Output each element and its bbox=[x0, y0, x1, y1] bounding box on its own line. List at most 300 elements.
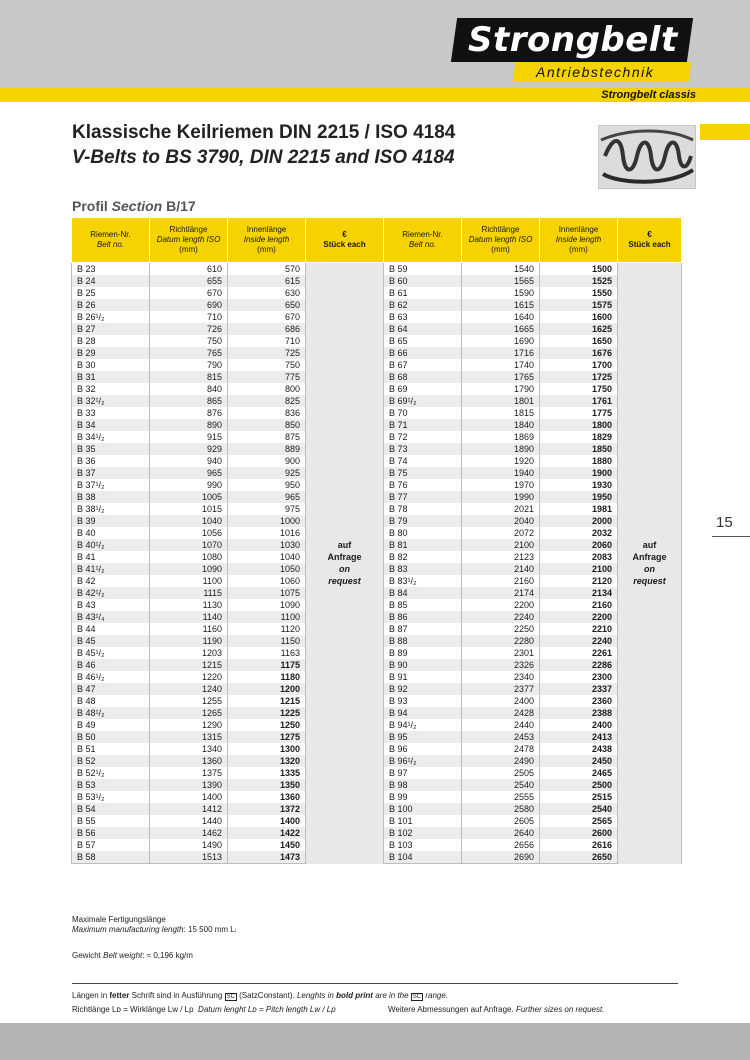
cell-inside-length: 2360 bbox=[540, 695, 618, 707]
cell-price-on-request: auf Anfrage on request bbox=[306, 263, 384, 864]
cell-inside-length: 2286 bbox=[540, 659, 618, 671]
table-header-row bbox=[72, 218, 682, 263]
cell-belt-no: B 104 bbox=[384, 851, 462, 864]
cell-datum-length: 1590 bbox=[462, 287, 540, 299]
cell-belt-no: B 81 bbox=[384, 539, 462, 551]
cell-datum-length: 2021 bbox=[462, 503, 540, 515]
cell-datum-length: 2326 bbox=[462, 659, 540, 671]
cell-inside-length: 1450 bbox=[228, 839, 306, 851]
page-number: 15 bbox=[716, 514, 733, 531]
cell-inside-length: 1120 bbox=[228, 623, 306, 635]
cell-inside-length: 2032 bbox=[540, 527, 618, 539]
cell-datum-length: 1815 bbox=[462, 407, 540, 419]
cell-inside-length: 1360 bbox=[228, 791, 306, 803]
header-inside-length: Innenlänge Inside length (mm) bbox=[228, 218, 306, 263]
cell-inside-length: 570 bbox=[228, 263, 306, 276]
cell-belt-no: B 96 bbox=[384, 743, 462, 755]
cell-inside-length: 836 bbox=[228, 407, 306, 419]
cell-datum-length: 965 bbox=[150, 467, 228, 479]
cell-datum-length: 1215 bbox=[150, 659, 228, 671]
cell-datum-length: 1315 bbox=[150, 731, 228, 743]
cell-inside-length: 686 bbox=[228, 323, 306, 335]
cell-inside-length: 1550 bbox=[540, 287, 618, 299]
cell-datum-length: 690 bbox=[150, 299, 228, 311]
cell-datum-length: 750 bbox=[150, 335, 228, 347]
cell-inside-length: 800 bbox=[228, 383, 306, 395]
cell-datum-length: 990 bbox=[150, 479, 228, 491]
cell-inside-length: 2261 bbox=[540, 647, 618, 659]
cell-belt-no: B 93 bbox=[384, 695, 462, 707]
cell-datum-length: 1490 bbox=[150, 839, 228, 851]
cell-datum-length: 1540 bbox=[462, 263, 540, 276]
cell-belt-no: B 26 bbox=[72, 299, 150, 311]
cell-belt-no: B 51 bbox=[72, 743, 150, 755]
cell-inside-length: 1000 bbox=[228, 515, 306, 527]
cell-datum-length: 1080 bbox=[150, 551, 228, 563]
cell-belt-no: B 92 bbox=[384, 683, 462, 695]
cell-inside-length: 1700 bbox=[540, 359, 618, 371]
cell-inside-length: 2300 bbox=[540, 671, 618, 683]
cell-belt-no: B 27 bbox=[72, 323, 150, 335]
cell-inside-length: 2438 bbox=[540, 743, 618, 755]
cell-datum-length: 2123 bbox=[462, 551, 540, 563]
cell-datum-length: 2340 bbox=[462, 671, 540, 683]
cell-datum-length: 2453 bbox=[462, 731, 540, 743]
cell-datum-length: 726 bbox=[150, 323, 228, 335]
cell-belt-no: B 86 bbox=[384, 611, 462, 623]
cell-belt-no: B 76 bbox=[384, 479, 462, 491]
cell-belt-no: B 61 bbox=[384, 287, 462, 299]
cell-inside-length: 975 bbox=[228, 503, 306, 515]
cell-inside-length: 1950 bbox=[540, 491, 618, 503]
cell-datum-length: 2656 bbox=[462, 839, 540, 851]
cell-belt-no: B 43¹/₄ bbox=[72, 611, 150, 623]
cell-datum-length: 840 bbox=[150, 383, 228, 395]
cell-datum-length: 1940 bbox=[462, 467, 540, 479]
cell-inside-length: 1829 bbox=[540, 431, 618, 443]
cell-inside-length: 650 bbox=[228, 299, 306, 311]
cell-datum-length: 1360 bbox=[150, 755, 228, 767]
cell-inside-length: 1473 bbox=[228, 851, 306, 864]
cell-inside-length: 1775 bbox=[540, 407, 618, 419]
cell-belt-no: B 60 bbox=[384, 275, 462, 287]
cell-inside-length: 2337 bbox=[540, 683, 618, 695]
section-title: Profil Section B/17 bbox=[72, 198, 196, 214]
cell-belt-no: B 102 bbox=[384, 827, 462, 839]
cell-inside-length: 1761 bbox=[540, 395, 618, 407]
cell-inside-length: 725 bbox=[228, 347, 306, 359]
cell-inside-length: 670 bbox=[228, 311, 306, 323]
cell-inside-length: 875 bbox=[228, 431, 306, 443]
cell-belt-no: B 29 bbox=[72, 347, 150, 359]
cell-datum-length: 2440 bbox=[462, 719, 540, 731]
cell-belt-no: B 40 bbox=[72, 527, 150, 539]
cell-datum-length: 2100 bbox=[462, 539, 540, 551]
cell-datum-length: 865 bbox=[150, 395, 228, 407]
cell-inside-length: 1800 bbox=[540, 419, 618, 431]
cell-belt-no: B 28 bbox=[72, 335, 150, 347]
cell-inside-length: 825 bbox=[228, 395, 306, 407]
cell-inside-length: 2465 bbox=[540, 767, 618, 779]
cell-datum-length: 1970 bbox=[462, 479, 540, 491]
cell-datum-length: 1440 bbox=[150, 815, 228, 827]
header-belt-no: Riemen-Nr. Belt no. bbox=[384, 218, 462, 263]
cell-belt-no: B 70 bbox=[384, 407, 462, 419]
cell-datum-length: 2160 bbox=[462, 575, 540, 587]
cell-datum-length: 2605 bbox=[462, 815, 540, 827]
cell-inside-length: 775 bbox=[228, 371, 306, 383]
cell-price-on-request: auf Anfrage on request bbox=[618, 263, 682, 864]
cell-inside-length: 965 bbox=[228, 491, 306, 503]
cell-inside-length: 1650 bbox=[540, 335, 618, 347]
cell-belt-no: B 77 bbox=[384, 491, 462, 503]
cell-datum-length: 1513 bbox=[150, 851, 228, 864]
cell-inside-length: 1030 bbox=[228, 539, 306, 551]
bold-print-note: Längen in fetter Schrift sind in Ausführung SC (SatzConstant). Lenghts in bold print are in the SC range. bbox=[72, 991, 449, 1000]
cell-belt-no: B 73 bbox=[384, 443, 462, 455]
cell-belt-no: B 100 bbox=[384, 803, 462, 815]
cell-belt-no: B 42¹/₂ bbox=[72, 587, 150, 599]
cell-belt-no: B 39 bbox=[72, 515, 150, 527]
cell-belt-no: B 45 bbox=[72, 635, 150, 647]
cell-inside-length: 2210 bbox=[540, 623, 618, 635]
cell-inside-length: 2400 bbox=[540, 719, 618, 731]
cell-belt-no: B 31 bbox=[72, 371, 150, 383]
cell-datum-length: 1100 bbox=[150, 575, 228, 587]
cell-datum-length: 1056 bbox=[150, 527, 228, 539]
sc-icon: SC bbox=[226, 994, 235, 1000]
cell-datum-length: 2540 bbox=[462, 779, 540, 791]
cell-inside-length: 2616 bbox=[540, 839, 618, 851]
cell-datum-length: 1015 bbox=[150, 503, 228, 515]
cell-belt-no: B 84 bbox=[384, 587, 462, 599]
cell-datum-length: 940 bbox=[150, 455, 228, 467]
cell-inside-length: 1575 bbox=[540, 299, 618, 311]
cell-datum-length: 1462 bbox=[150, 827, 228, 839]
cell-belt-no: B 48¹/₂ bbox=[72, 707, 150, 719]
cell-belt-no: B 52¹/₂ bbox=[72, 767, 150, 779]
cell-belt-no: B 65 bbox=[384, 335, 462, 347]
cell-belt-no: B 37¹/₂ bbox=[72, 479, 150, 491]
cell-datum-length: 815 bbox=[150, 371, 228, 383]
cell-datum-length: 915 bbox=[150, 431, 228, 443]
cell-belt-no: B 85 bbox=[384, 599, 462, 611]
cell-datum-length: 1740 bbox=[462, 359, 540, 371]
cell-inside-length: 1016 bbox=[228, 527, 306, 539]
cell-inside-length: 2060 bbox=[540, 539, 618, 551]
cell-belt-no: B 89 bbox=[384, 647, 462, 659]
cell-belt-no: B 54 bbox=[72, 803, 150, 815]
cell-belt-no: B 45¹/₂ bbox=[72, 647, 150, 659]
cell-belt-no: B 103 bbox=[384, 839, 462, 851]
cell-datum-length: 1990 bbox=[462, 491, 540, 503]
cell-inside-length: 2540 bbox=[540, 803, 618, 815]
cell-datum-length: 1412 bbox=[150, 803, 228, 815]
cell-belt-no: B 32 bbox=[72, 383, 150, 395]
cell-inside-length: 1850 bbox=[540, 443, 618, 455]
cell-datum-length: 2072 bbox=[462, 527, 540, 539]
cell-belt-no: B 64 bbox=[384, 323, 462, 335]
cell-belt-no: B 44 bbox=[72, 623, 150, 635]
strongbelt-logo bbox=[454, 18, 690, 84]
cell-inside-length: 1050 bbox=[228, 563, 306, 575]
cell-inside-length: 1625 bbox=[540, 323, 618, 335]
cell-belt-no: B 59 bbox=[384, 263, 462, 276]
cell-belt-no: B 62 bbox=[384, 299, 462, 311]
cell-datum-length: 1240 bbox=[150, 683, 228, 695]
cell-belt-no: B 49 bbox=[72, 719, 150, 731]
cell-datum-length: 2478 bbox=[462, 743, 540, 755]
cell-datum-length: 1801 bbox=[462, 395, 540, 407]
cell-datum-length: 1070 bbox=[150, 539, 228, 551]
header-belt-no: Riemen-Nr. Belt no. bbox=[72, 218, 150, 263]
cell-datum-length: 1340 bbox=[150, 743, 228, 755]
cell-inside-length: 710 bbox=[228, 335, 306, 347]
cell-belt-no: B 58 bbox=[72, 851, 150, 864]
cell-datum-length: 710 bbox=[150, 311, 228, 323]
cell-datum-length: 1840 bbox=[462, 419, 540, 431]
cell-inside-length: 1075 bbox=[228, 587, 306, 599]
cell-inside-length: 750 bbox=[228, 359, 306, 371]
cell-inside-length: 2388 bbox=[540, 707, 618, 719]
cell-datum-length: 1390 bbox=[150, 779, 228, 791]
cell-belt-no: B 82 bbox=[384, 551, 462, 563]
cell-belt-no: B 75 bbox=[384, 467, 462, 479]
cell-datum-length: 1920 bbox=[462, 455, 540, 467]
cell-inside-length: 2134 bbox=[540, 587, 618, 599]
footer-band bbox=[0, 1023, 750, 1060]
cell-datum-length: 1615 bbox=[462, 299, 540, 311]
cell-belt-no: B 34 bbox=[72, 419, 150, 431]
header-datum-length: Richtlänge Datum length ISO (mm) bbox=[462, 218, 540, 263]
cell-belt-no: B 83 bbox=[384, 563, 462, 575]
cell-inside-length: 1090 bbox=[228, 599, 306, 611]
cell-belt-no: B 72 bbox=[384, 431, 462, 443]
cell-datum-length: 1203 bbox=[150, 647, 228, 659]
cell-belt-no: B 40¹/₂ bbox=[72, 539, 150, 551]
cell-inside-length: 889 bbox=[228, 443, 306, 455]
cell-belt-no: B 43 bbox=[72, 599, 150, 611]
cell-inside-length: 1981 bbox=[540, 503, 618, 515]
cell-belt-no: B 42 bbox=[72, 575, 150, 587]
cell-inside-length: 2515 bbox=[540, 791, 618, 803]
cell-datum-length: 2301 bbox=[462, 647, 540, 659]
cell-inside-length: 1200 bbox=[228, 683, 306, 695]
cell-datum-length: 1005 bbox=[150, 491, 228, 503]
cell-datum-length: 1665 bbox=[462, 323, 540, 335]
cell-datum-length: 1160 bbox=[150, 623, 228, 635]
cell-datum-length: 1869 bbox=[462, 431, 540, 443]
cell-belt-no: B 98 bbox=[384, 779, 462, 791]
cell-datum-length: 1220 bbox=[150, 671, 228, 683]
cell-inside-length: 1225 bbox=[228, 707, 306, 719]
cell-belt-no: B 97 bbox=[384, 767, 462, 779]
cell-belt-no: B 101 bbox=[384, 815, 462, 827]
cell-belt-no: B 87 bbox=[384, 623, 462, 635]
cell-datum-length: 890 bbox=[150, 419, 228, 431]
cell-datum-length: 1115 bbox=[150, 587, 228, 599]
cell-inside-length: 2100 bbox=[540, 563, 618, 575]
footer-divider bbox=[72, 983, 678, 984]
cell-inside-length: 1320 bbox=[228, 755, 306, 767]
cell-inside-length: 615 bbox=[228, 275, 306, 287]
max-length-note: Maximale Fertigungslänge Maximum manufacturing length: 15 500 mm Lᵢ bbox=[72, 915, 237, 934]
cell-datum-length: 2400 bbox=[462, 695, 540, 707]
page-title-en: V-Belts to BS 3790, DIN 2215 and ISO 4184 bbox=[72, 147, 455, 168]
cell-belt-no: B 32¹/₂ bbox=[72, 395, 150, 407]
cell-belt-no: B 94¹/₂ bbox=[384, 719, 462, 731]
cell-inside-length: 1175 bbox=[228, 659, 306, 671]
cell-belt-no: B 25 bbox=[72, 287, 150, 299]
cell-belt-no: B 71 bbox=[384, 419, 462, 431]
cell-datum-length: 670 bbox=[150, 287, 228, 299]
cell-datum-length: 2240 bbox=[462, 611, 540, 623]
cell-inside-length: 2120 bbox=[540, 575, 618, 587]
cell-inside-length: 2450 bbox=[540, 755, 618, 767]
cell-belt-no: B 48 bbox=[72, 695, 150, 707]
cell-datum-length: 765 bbox=[150, 347, 228, 359]
cell-datum-length: 1890 bbox=[462, 443, 540, 455]
cell-belt-no: B 38 bbox=[72, 491, 150, 503]
cell-inside-length: 630 bbox=[228, 287, 306, 299]
cell-datum-length: 1130 bbox=[150, 599, 228, 611]
cell-belt-no: B 36 bbox=[72, 455, 150, 467]
cell-datum-length: 2505 bbox=[462, 767, 540, 779]
cell-datum-length: 2580 bbox=[462, 803, 540, 815]
cell-inside-length: 2240 bbox=[540, 635, 618, 647]
cell-inside-length: 1100 bbox=[228, 611, 306, 623]
cell-datum-length: 790 bbox=[150, 359, 228, 371]
cell-inside-length: 1930 bbox=[540, 479, 618, 491]
cell-belt-no: B 37 bbox=[72, 467, 150, 479]
cell-belt-no: B 69¹/₂ bbox=[384, 395, 462, 407]
cell-inside-length: 2565 bbox=[540, 815, 618, 827]
cell-datum-length: 2040 bbox=[462, 515, 540, 527]
sc-icon: SC bbox=[412, 994, 422, 1000]
cell-inside-length: 950 bbox=[228, 479, 306, 491]
cell-inside-length: 1525 bbox=[540, 275, 618, 287]
cell-inside-length: 1040 bbox=[228, 551, 306, 563]
belt-product-image bbox=[598, 125, 696, 189]
cell-inside-length: 1676 bbox=[540, 347, 618, 359]
cell-inside-length: 1600 bbox=[540, 311, 618, 323]
cell-datum-length: 2200 bbox=[462, 599, 540, 611]
cell-datum-length: 2428 bbox=[462, 707, 540, 719]
cell-inside-length: 2500 bbox=[540, 779, 618, 791]
cell-belt-no: B 34¹/₂ bbox=[72, 431, 150, 443]
cell-belt-no: B 38¹/₂ bbox=[72, 503, 150, 515]
cell-belt-no: B 46¹/₂ bbox=[72, 671, 150, 683]
cell-datum-length: 1790 bbox=[462, 383, 540, 395]
cell-inside-length: 1372 bbox=[228, 803, 306, 815]
cell-inside-length: 1750 bbox=[540, 383, 618, 395]
cell-datum-length: 1690 bbox=[462, 335, 540, 347]
cell-datum-length: 2377 bbox=[462, 683, 540, 695]
cell-belt-no: B 78 bbox=[384, 503, 462, 515]
cell-inside-length: 1880 bbox=[540, 455, 618, 467]
cell-inside-length: 2200 bbox=[540, 611, 618, 623]
cell-belt-no: B 30 bbox=[72, 359, 150, 371]
cell-datum-length: 1255 bbox=[150, 695, 228, 707]
cell-belt-no: B 56 bbox=[72, 827, 150, 839]
side-accent-bar bbox=[700, 124, 750, 140]
cell-inside-length: 1250 bbox=[228, 719, 306, 731]
cell-belt-no: B 55 bbox=[72, 815, 150, 827]
cell-datum-length: 1640 bbox=[462, 311, 540, 323]
cell-inside-length: 850 bbox=[228, 419, 306, 431]
cell-datum-length: 929 bbox=[150, 443, 228, 455]
cell-belt-no: B 67 bbox=[384, 359, 462, 371]
formula-note: Richtlänge Lᴅ = Wirklänge Lw / Lp Datum lenght Lᴅ = Pitch length Lw / Lp bbox=[72, 1005, 336, 1014]
logo-brand-text: Strongbelt bbox=[468, 20, 678, 60]
cell-belt-no: B 66 bbox=[384, 347, 462, 359]
cell-inside-length: 1900 bbox=[540, 467, 618, 479]
cell-belt-no: B 24 bbox=[72, 275, 150, 287]
cell-datum-length: 1265 bbox=[150, 707, 228, 719]
cell-inside-length: 1163 bbox=[228, 647, 306, 659]
cell-belt-no: B 41 bbox=[72, 551, 150, 563]
cell-inside-length: 1725 bbox=[540, 371, 618, 383]
cell-inside-length: 1422 bbox=[228, 827, 306, 839]
cell-belt-no: B 69 bbox=[384, 383, 462, 395]
cell-belt-no: B 46 bbox=[72, 659, 150, 671]
cell-belt-no: B 53¹/₂ bbox=[72, 791, 150, 803]
cell-datum-length: 2640 bbox=[462, 827, 540, 839]
cell-belt-no: B 96¹/₂ bbox=[384, 755, 462, 767]
cell-belt-no: B 80 bbox=[384, 527, 462, 539]
cell-datum-length: 1090 bbox=[150, 563, 228, 575]
cell-datum-length: 1290 bbox=[150, 719, 228, 731]
cell-belt-no: B 99 bbox=[384, 791, 462, 803]
cell-inside-length: 1335 bbox=[228, 767, 306, 779]
cell-inside-length: 1500 bbox=[540, 263, 618, 276]
cell-inside-length: 2650 bbox=[540, 851, 618, 864]
cell-belt-no: B 35 bbox=[72, 443, 150, 455]
cell-datum-length: 2490 bbox=[462, 755, 540, 767]
header-price: € Stück each bbox=[306, 218, 384, 263]
cell-datum-length: 2690 bbox=[462, 851, 540, 864]
cell-datum-length: 1040 bbox=[150, 515, 228, 527]
cell-datum-length: 2174 bbox=[462, 587, 540, 599]
cell-inside-length: 2000 bbox=[540, 515, 618, 527]
cell-datum-length: 610 bbox=[150, 263, 228, 276]
cell-inside-length: 2160 bbox=[540, 599, 618, 611]
cell-belt-no: B 63 bbox=[384, 311, 462, 323]
cell-inside-length: 2083 bbox=[540, 551, 618, 563]
page-number-rule bbox=[712, 536, 750, 537]
cell-datum-length: 2280 bbox=[462, 635, 540, 647]
cell-belt-no: B 94 bbox=[384, 707, 462, 719]
cell-inside-length: 925 bbox=[228, 467, 306, 479]
cell-datum-length: 2555 bbox=[462, 791, 540, 803]
cell-datum-length: 2250 bbox=[462, 623, 540, 635]
cell-inside-length: 1180 bbox=[228, 671, 306, 683]
cell-datum-length: 1375 bbox=[150, 767, 228, 779]
cell-belt-no: B 33 bbox=[72, 407, 150, 419]
cell-belt-no: B 53 bbox=[72, 779, 150, 791]
header-price: € Stück each bbox=[618, 218, 682, 263]
cell-inside-length: 1215 bbox=[228, 695, 306, 707]
cell-belt-no: B 23 bbox=[72, 263, 150, 276]
cell-belt-no: B 91 bbox=[384, 671, 462, 683]
cell-inside-length: 2413 bbox=[540, 731, 618, 743]
cell-belt-no: B 95 bbox=[384, 731, 462, 743]
cell-belt-no: B 79 bbox=[384, 515, 462, 527]
cell-belt-no: B 83¹/₂ bbox=[384, 575, 462, 587]
cell-datum-length: 876 bbox=[150, 407, 228, 419]
cell-inside-length: 1060 bbox=[228, 575, 306, 587]
logo-subtitle: Antriebstechnik bbox=[536, 64, 655, 80]
